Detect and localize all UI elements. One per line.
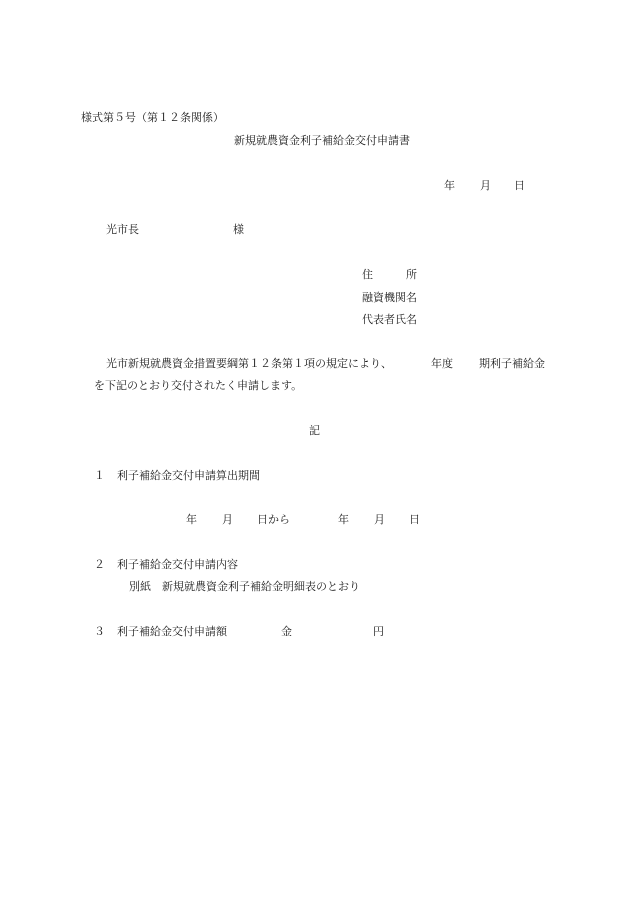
item-2-detail: 別紙 新規就農資金利子補給金明細表のとおり	[129, 580, 360, 593]
period-end-year: 年	[338, 513, 349, 526]
institution-label: 融資機関名	[362, 291, 417, 304]
body-line1-part-a: 光市新規就農資金措置要綱第１２条第１項の規定により、	[106, 357, 392, 370]
form-number: 様式第５号（第１２条関係）	[81, 111, 224, 124]
item-1-number: １	[94, 469, 105, 482]
body-line2: を下記のとおり交付されたく申請します。	[94, 379, 303, 392]
item-1-label: 利子補給金交付申請算出期間	[117, 469, 260, 482]
ki-marker: 記	[309, 424, 320, 437]
item-2-label: 利子補給金交付申請内容	[117, 558, 238, 571]
item-3-label: 利子補給金交付申請額	[117, 625, 227, 638]
date-year-label: 年	[444, 179, 455, 192]
date-day-label: 日	[514, 179, 525, 192]
address-label: 住 所	[362, 268, 417, 281]
addressee-name: 光市長	[106, 223, 139, 236]
body-line1-period: 期利子補給金	[479, 357, 545, 370]
body-line1-fiscal-year: 年度	[431, 357, 453, 370]
period-start-year: 年	[186, 513, 197, 526]
item-3-number: ３	[94, 625, 105, 638]
item-2-number: ２	[94, 558, 105, 571]
amount-prefix: 金	[281, 625, 292, 638]
period-start-day: 日から	[257, 513, 290, 526]
document-title: 新規就農資金利子補給金交付申請書	[234, 134, 410, 147]
representative-label: 代表者氏名	[362, 313, 417, 326]
addressee-honorific: 様	[233, 223, 244, 236]
period-end-day: 日	[409, 513, 420, 526]
amount-unit: 円	[373, 625, 384, 638]
period-start-month: 月	[222, 513, 233, 526]
period-end-month: 月	[374, 513, 385, 526]
date-month-label: 月	[480, 179, 491, 192]
